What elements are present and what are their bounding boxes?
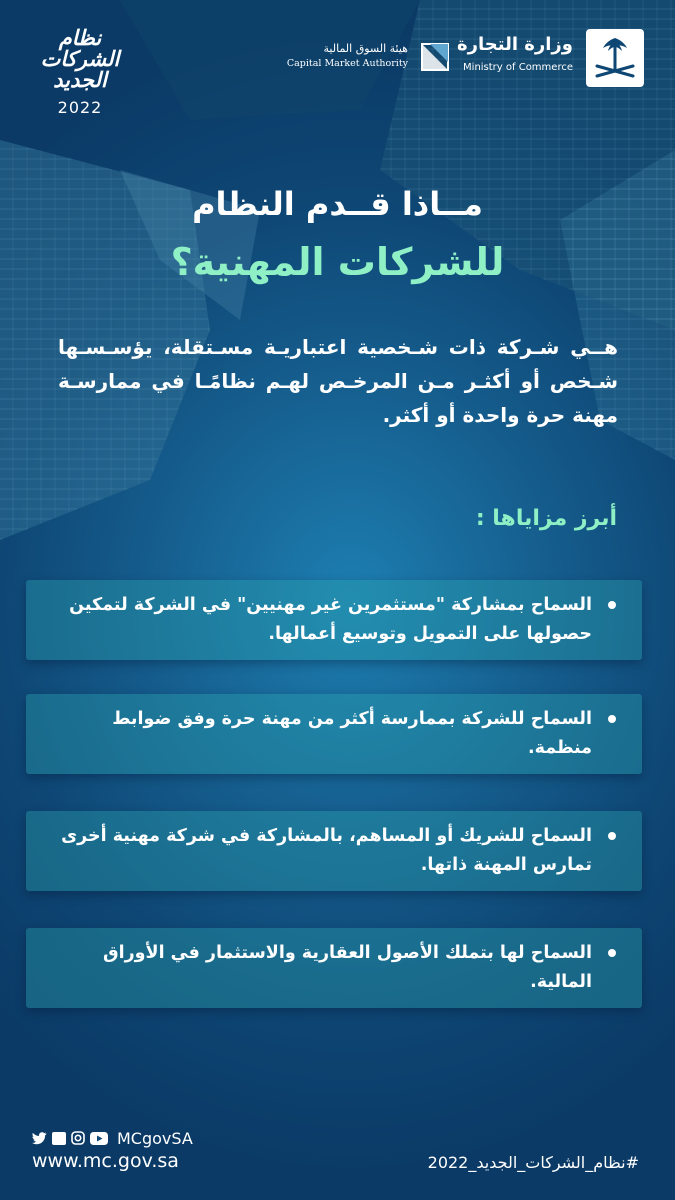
- bullet-icon: [608, 949, 616, 957]
- bullet-icon: [608, 715, 616, 723]
- feature-card: [26, 694, 642, 774]
- social-links: [32, 1128, 193, 1148]
- feature-text: السماح للشريك أو المساهم، بالمشاركة في شركة مهنية أخرى تمارس المهنة ذاتها.: [61, 826, 592, 875]
- page-subtitle: للشركات المهنية؟: [170, 240, 505, 284]
- instagram-icon[interactable]: [71, 1131, 85, 1145]
- feature-card: [26, 580, 642, 660]
- feature-text: السماح بمشاركة "مستثمرين غير مهنيين" في الشركة لتمكين حصولها على التمويل وتوسيع أعمالها.: [69, 595, 592, 644]
- feature-text: السماح لها بتملك الأصول العقارية والاستثمار في الأوراق المالية.: [102, 943, 592, 992]
- facebook-icon[interactable]: [52, 1132, 66, 1145]
- feature-card: [26, 811, 642, 891]
- ministry-name-arabic: وزارة التجارة: [457, 34, 573, 55]
- twitter-icon[interactable]: [32, 1132, 47, 1145]
- feature-card: [26, 928, 642, 1008]
- social-handle[interactable]: MCgovSA: [117, 1128, 193, 1148]
- campaign-line-3: الجديد: [53, 68, 107, 92]
- capital-market-authority-logo: [286, 40, 450, 80]
- cma-mark-icon: [420, 42, 450, 72]
- features-heading: أبرز مزاياها :: [475, 506, 617, 531]
- feature-text: السماح للشركة بممارسة أكثر من مهنة حرة وفق ضوابط منظمة.: [112, 709, 592, 758]
- cma-name-english: Capital Market Authority: [286, 58, 408, 69]
- campaign-year: 2022: [57, 98, 103, 117]
- bullet-icon: [608, 601, 616, 609]
- page-title: مــاذا قــدم النظام: [192, 185, 483, 223]
- saudi-emblem-icon: [585, 28, 645, 88]
- website-link[interactable]: www.mc.gov.sa: [32, 1150, 179, 1172]
- campaign-line-1: نظام: [58, 26, 102, 50]
- bullet-icon: [608, 832, 616, 840]
- intro-paragraph: هــي شـركة ذات شـخصية اعتباريـة مسـتقلة، يؤسـسـها شـخص أو أكثـر مـن المرخـص لهـم نظامًـا في ممارسـة مهنة حرة واحدة أو أكثر.: [58, 335, 618, 427]
- campaign-line-2: الشركات: [40, 47, 120, 71]
- campaign-hashtag: #نظام_الشركات_الجديد_2022: [427, 1153, 639, 1172]
- cma-name-arabic: هيئة السوق المالية: [323, 42, 408, 55]
- campaign-logo: [30, 28, 130, 128]
- youtube-icon[interactable]: [90, 1132, 108, 1145]
- ministry-of-commerce-logo: [457, 28, 645, 92]
- ministry-name-english: Ministry of Commerce: [463, 62, 573, 73]
